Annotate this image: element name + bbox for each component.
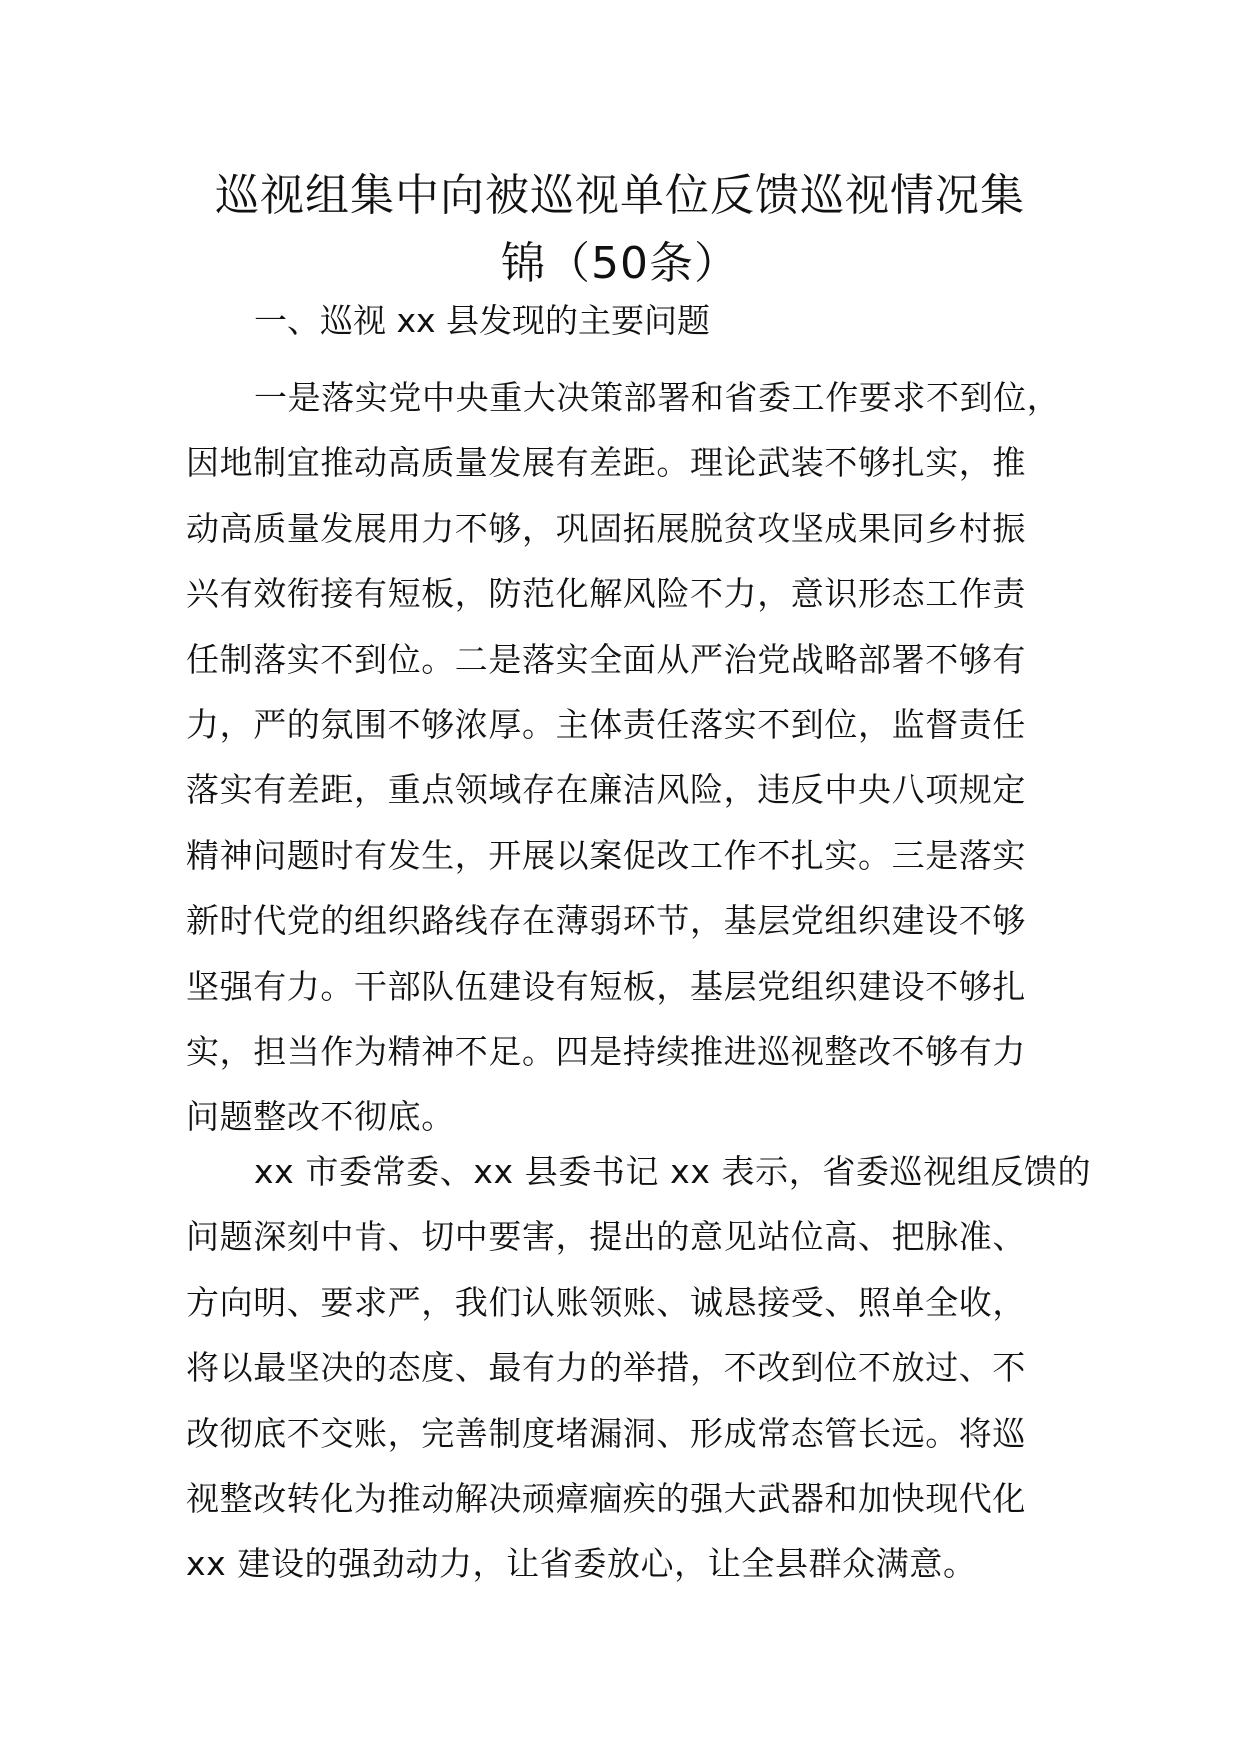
paragraph-line: 精神问题时有发生，开展以案促改工作不扎实。三是落实: [186, 835, 1026, 875]
paragraph-line: 问题深刻中肯、切中要害，提出的意见站位高、把脉准、: [186, 1217, 1026, 1257]
paragraph-line: 将以最坚决的态度、最有力的举措，不改到位不放过、不: [186, 1348, 1026, 1388]
paragraph-line: 兴有效衔接有短板，防范化解风险不力，意识形态工作责: [186, 574, 1026, 614]
paragraph-line: 动高质量发展用力不够，巩固拓展脱贫攻坚成果同乡村振: [186, 508, 1026, 548]
paragraph-line: xx 市委常委、xx 县委书记 xx 表示，省委巡视组反馈的: [254, 1152, 1092, 1191]
paragraph-line: 实，担当作为精神不足。四是持续推进巡视整改不够有力: [186, 1031, 1026, 1071]
paragraph-line: 落实有差距，重点领域存在廉洁风险，违反中央八项规定: [186, 770, 1026, 810]
document-title-line-1: 巡视组集中向被巡视单位反馈巡视情况集: [215, 170, 1025, 221]
paragraph-line: 方向明、要求严，我们认账领账、诚恳接受、照单全收，: [186, 1282, 1026, 1322]
paragraph-line: 一是落实党中央重大决策部署和省委工作要求不到位，: [254, 378, 1061, 417]
paragraph-line: 问题整改不彻底。: [186, 1097, 455, 1137]
document-title-line-2: 锦（50条）: [501, 238, 739, 289]
section-heading: 一、巡视 xx 县发现的主要问题: [254, 301, 711, 340]
paragraph-line: 力，严的氛围不够浓厚。主体责任落实不到位，监督责任: [186, 704, 1026, 744]
paragraph-line: 改彻底不交账，完善制度堵漏洞、形成常态管长远。将巡: [186, 1413, 1026, 1453]
paragraph-line: 任制落实不到位。二是落实全面从严治党战略部署不够有: [186, 639, 1026, 679]
paragraph-2: [186, 1139, 1092, 1597]
paragraph-1: [186, 365, 1076, 1150]
paragraph-line: 新时代党的组织路线存在薄弱环节，基层党组织建设不够: [186, 901, 1026, 941]
paragraph-line: 坚强有力。干部队伍建设有短板，基层党组织建设不够扎: [186, 966, 1026, 1006]
paragraph-line: xx 建设的强劲动力，让省委放心，让全县群众满意。: [186, 1544, 977, 1584]
paragraph-line: 因地制宜推动高质量发展有差距。理论武装不够扎实，推: [186, 443, 1026, 483]
paragraph-line: 视整改转化为推动解决顽瘴痼疾的强大武器和加快现代化: [186, 1478, 1026, 1518]
